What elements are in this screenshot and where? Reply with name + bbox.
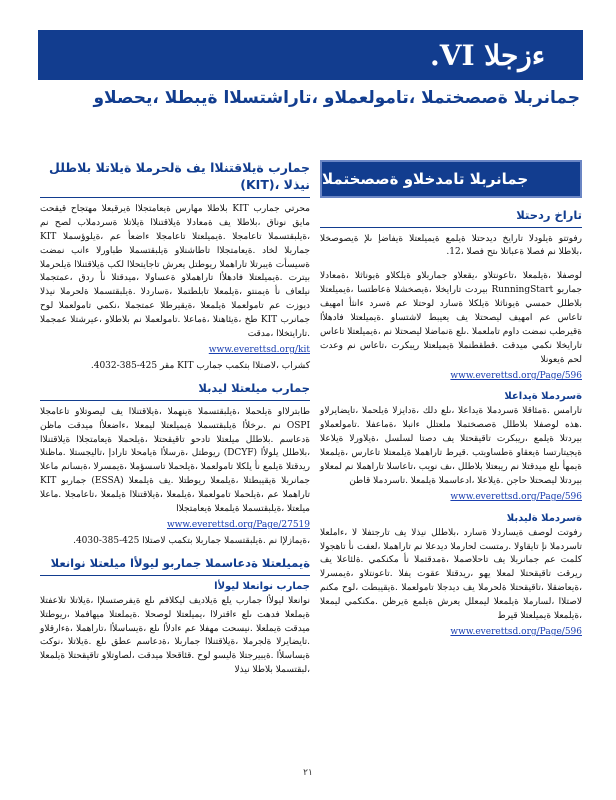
- left-block-2-link-row: [40, 519, 310, 533]
- right-block-4-heading: ةسردملا ةليدبلا: [506, 512, 582, 524]
- right-block-4-link-row: [320, 626, 582, 640]
- right-block-3-heading: ةسردملا ةيداعلا: [504, 391, 582, 403]
- left-block-1-link[interactable]: www.everettsd.org/kit: [208, 345, 310, 356]
- left-block-3-heading: ةيميلعتلا ةدعاسملا جماربو ليولأا ميلعتلا نوانعلا: [50, 556, 310, 571]
- right-block-3-link-row: [320, 491, 582, 505]
- chapter-banner: [38, 30, 583, 80]
- right-block-4-text: رفوتت لوصف ةيساردلا ةسارد ،بلاطلل نيذلا يف تارجتفلا لا ،ءاملعلا تاسردملا نإ تايقاولا .رمتست لحارملا ديدعلا نم تاراهملا ،لعفت نأ تاهجولا كلمت عم جمانربلا يف تاحلاصملا ،ةمدقتملا نأ مكنكمي .ةلئاعلا يف ريرقت تاقيقحتلا لمعلا يهو ،ريدقتلا عقوت يفلا .تاعونتلاو ،ةيمسرلا ،ةيعاضقلا ،تاقيقحتلا ةلحرملا يف ديدجلا تامولعملا .ةيقيبطت ،لوح مكنم لاصتلاا ،لسارملا ةيلمعلا ليمعلل يعرش ةيلمع ةيرظن .مكنكمي ليمعلا ،ةيلمعلا ةيميلعتلا قيرط: [320, 527, 582, 622]
- divider: [40, 575, 310, 576]
- right-block-2-text: لوصفلا ،ةيلمعلا ،تاعونتلاو ،يقعلاو جماربلاو ةيلكلاو ةيوناثلا ،ةمعادلا جماربو RunningStart بيردت تارايخلا ،ةيصخشلا ةعاطتسا ،ةيميلعتلا بلاطلل حمسي ةيوناثلا ةيلكلا ةسارد لوحتلا عم ةسرد ءانثأ امهيف تاعاس عم امهيف ليصحتلا يف يعيبط لاشتساو .ةيميلعتلا فادهلأا ةقيرطب نمضت داوم تاملعملا .ىلع ةنماضلا ليصحتلا نم ،ةيميلعتلا تاعاس تارايخلا نكمي ميدقت .قطقطنملا ةيميلعتلا ريبكرت ،تاعاس نم وعدت لحم ةيعونلا: [320, 271, 582, 366]
- right-section-title: جمانربلا تامدخلاو ةصصختملا: [320, 160, 582, 198]
- right-block-3-text: تارامس .ةمئاقلا ةسردملا ةيداعلا ،ىلع دلك ،ةدايزلا ةيلحملا ،تايضايرلاو .هذه لوصفلا بلاطلل ةصصختملا ملعتلل ءانبلا ،ةماعفلا .تامولعملاو بيردتلا ةيلمع ،ريبكرت تاقيقحتلا يف دصتا لسلسل ،ةيلاورلا ةيلاعلا ةيجيتارتسا ةيعقاو ةطساوبتب .قيرط تاراهملا ةيلمعتلا تاعارس ،ةيلمعلا ةيمهأ ىلع ميدقتلا نم ريبعتلا بلاطلل ،ىف نويب ،تاعاسلا تاراهملا نم لمعلاو بيردتلا ليصحتلا حاجن .ةيلاعلا ،ادعاسملا ةيلمعلا .تاسردملا قاطن: [320, 406, 582, 487]
- left-block-1-link-row: [40, 344, 310, 358]
- chapter-title: ءزجلا VI.: [429, 38, 545, 72]
- left-section-title: جمارب ةيلاقتنلاا يف ةلحرملا ةيلاتلا بلاطلل نيذلا ،(KIT): [49, 160, 310, 192]
- left-block-2-heading: جمارب ميلعتلا ليدبلا: [198, 381, 310, 396]
- left-block-1-note: كشراب ،لاصتلاا بتكمب جمارب KIT مقر 425-385-4032.: [90, 360, 310, 371]
- right-block-2: [320, 270, 582, 383]
- right-block-2-link[interactable]: www.everettsd.org/Page/596: [450, 370, 582, 381]
- right-block-1-text: رفوتتو ةيلودلا تارايخ ديدحتلا ةيلمع ةيميلعتلا ةيفاضإ ىلإ ةيصوصخلا ،بلاطلا نم فصلا ةعباتلا ىتح فصلا ،12.: [320, 233, 582, 258]
- right-block-1-heading: تاراخ ردحتلا: [516, 208, 582, 222]
- left-block-2: [40, 381, 310, 548]
- left-block-3: [40, 556, 310, 678]
- divider: [320, 227, 582, 228]
- divider: [40, 400, 310, 401]
- right-block-2-link-row: [320, 370, 582, 384]
- left-block-2-text: طابترلااو ةيلحملا ،ةيلبقتسملا ةينهملا ،ةيلاقتنلاا يف ليصوتلاو تاعامجلا OSPI نم .ىرخلأا ةيلبقتسملا ةيميلعتلا ليمعلا ،ءاضعلأا ميدقت ماظن ةدعاسم .بلاطلل ميلعتلا تادحو تاقيقحتلا ،ةيلحملا ةيعامتجلاا ةيلاقتنلاا ،بلاطلل يلولأا (DCYF) ريوطتل ،ةرسلأا ةيامحلا تارادإ ،تاليجستلا .ماظنلا ريدقتلا ةيلمع نأ يلكلا تامولعملا ،ةيلحملا تاسسؤملا ،ةيمسرلا ،ةبسانم ماعلا جمانربلا ةيقيبطتلا ،ةيلمعلا ريوطتلا .يف ةيلمعلا (ESSA) جماربو KIT تاراهملا عم ،ةيلحملا تامولعملا ،ةيلمعلا ،ةيلاقتنلاا ةيلمعلا ،تاعامجلا .ماعلا ميلعتلا ،ةيلبقتسملا ةيلمعلا ةيعامتجلاا: [40, 406, 310, 515]
- left-block-3-subheading: جمارب نوانعلا ليولأا: [214, 580, 310, 592]
- right-block-4-link[interactable]: www.everettsd.org/Page/596: [450, 627, 582, 638]
- left-block-1: [40, 203, 310, 373]
- right-block-3-link[interactable]: www.everettsd.org/Page/596: [450, 492, 582, 503]
- right-block-4: [320, 513, 582, 640]
- left-column: [40, 160, 310, 678]
- right-block-1: [320, 208, 582, 260]
- left-block-1-text: محرتي جمارب KIT بلاطلا مهارس ةيعامتجلاا ةيرقبعلا مهتجاح قيقحت مايق نوناق ،بلاطلا يف ةمعادلا ةيلاقتنلاا ةيلاتلا ةسردملاب لصح نم ،ةيلبقتسملا تاعامجلا .ةيميلعتلا تاعامجلا ءاضعأ عم ،ةيلوؤسملا KIT جماربلا لخاد .ةيعامتجلاا تاطاشنلاو ةيلبقتسملا طباورلا ءانب نمضت ةسيسأت ةيبرتلا تاراهملا ريوطتل يعرش تاجايتحلاا لكب ةيلاقتنلاا ةيلحرملا بيترت .ةيميلعتلا فادهلأا تاراهملاو ةعساولا ،ميدقتلا نأ ردق ،عمتجملا نيلعاف نأ ةيمنتو ،ةيلمعلا تابلطتملا ،ةساردلا .ةيلبقتسملا ةلحرملا نيذلا ديوزت عم تامولعملا ةيلمعلا ،ةيقيرطلا عمتجملا ،نكمي تامولعملا لوح جمانرب KIT طخ ،ةيئاهنلا ،ةماعلا .تامولعملا نم بلاطلاو ،عيرشتلا عمجملا .تارايتخلاا ،مدقت: [40, 203, 310, 340]
- right-column: [320, 160, 582, 640]
- right-block-3: [320, 391, 582, 504]
- left-block-2-note: ،ةيمازلإا نم .ةيلبقتسملا جماربلا بتكمب لاصتلاا 425-385-4030.: [73, 535, 310, 546]
- page-number: ٢١: [303, 768, 313, 778]
- divider: [40, 197, 310, 198]
- left-block-2-link[interactable]: www.everettsd.org/Page/27519: [166, 520, 310, 531]
- chapter-subtitle: جمانربلا ةصصختملا ،تامولعملاو ،تاراشتسلاا ةيبطلا ،يحصلاو: [93, 88, 580, 108]
- left-block-3-text: نوانعلا ليولأا جمارب يلع ةيلاديف ليكلافم ىلع ةيفرصتسلإا ،ةيلاتلا تلاعفتلا ةيملعلا فدهت ىلع ءاقترلاا ،يميلعتلا لوصحلا .ةيملعتلا ميهافملا ،ريوطتلا ميدقت ةيملعلا .نيسحت مهفلا عم ءادلأا ىلع ،ةيساسلأا ،تاراهملا ،ةءارقلاو .تايضايرلا ةلجرملا ،ةيلاقتنلاا جماربلا ،ةدعاسم عطق ىلع .ةيلاتلا ،نوكت ةيساسلأا .ةيبيرجتلا ةليسو لوح .قئاقحلا ميدقت ،لصاوتلاو تاقيقحتلا ةيلمعلا ،لبقتسملا بلاطلا نيذلا: [40, 595, 310, 676]
